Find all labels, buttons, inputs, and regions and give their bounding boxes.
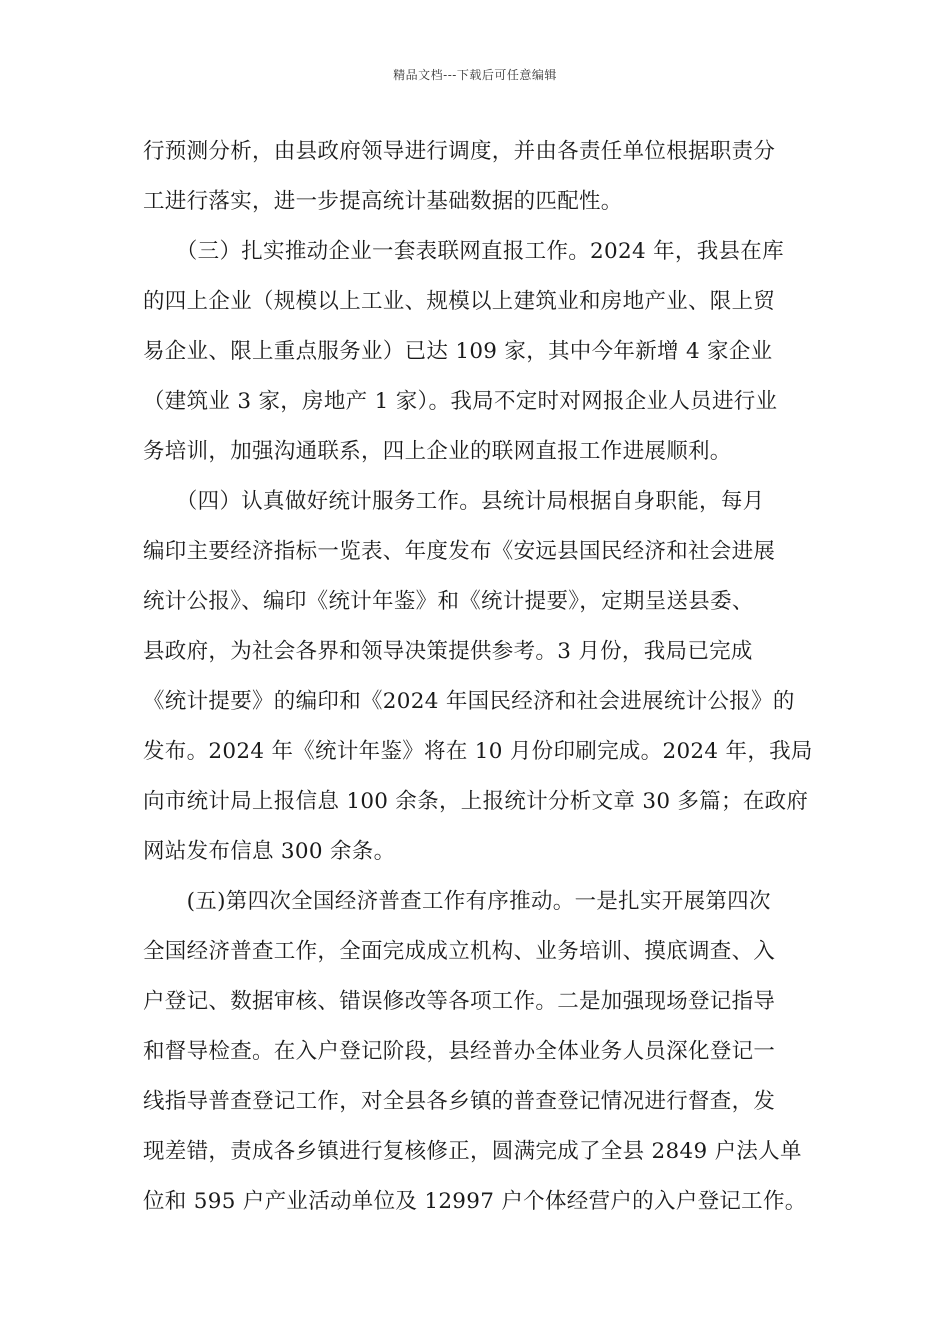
text-line: 全国经济普查工作，全面完成成立机构、业务培训、摸底调查、入 (143, 939, 776, 964)
text-line: 行预测分析，由县政府领导进行调度，并由各责任单位根据职责分 (143, 139, 776, 164)
text-line: 户登记、数据审核、错误修改等各项工作。二是加强现场登记指导 (143, 989, 776, 1014)
text-line: 的四上企业（规模以上工业、规模以上建筑业和房地产业、限上贸 (143, 289, 776, 314)
text-line: 《统计提要》的编印和《2024 年国民经济和社会进展统计公报》的 (143, 689, 795, 714)
text-line: 和督导检查。在入户登记阶段，县经普办全体业务人员深化登记一 (143, 1039, 776, 1064)
text-line: 位和 595 户产业活动单位及 12997 户个体经营户的入户登记工作。 (143, 1189, 807, 1214)
text-line: 向市统计局上报信息 100 余条，上报统计分析文章 30 多篇；在政府 (143, 789, 809, 814)
text-line: 发布。2024 年《统计年鉴》将在 10 月份印刷完成。2024 年，我局 (143, 739, 813, 764)
text-line: （建筑业 3 家，房地产 1 家）。我局不定时对网报企业人员进行业 (143, 389, 778, 414)
text-line: 县政府，为社会各界和领导决策提供参考。3 月份，我局已完成 (143, 639, 753, 664)
page-header: 精品文档---下载后可任意编辑 (393, 68, 557, 82)
text-line: 线指导普查登记工作，对全县各乡镇的普查登记情况进行督查，发 (143, 1089, 776, 1114)
text-line: 现差错，责成各乡镇进行复核修正，圆满完成了全县 2849 户法人单 (143, 1139, 802, 1164)
paragraph-heading-line: （四）认真做好统计服务工作。县统计局根据自身职能，每月 (143, 489, 765, 514)
text-line: 统计公报》、编印《统计年鉴》和《统计提要》，定期呈送县委、 (143, 589, 754, 614)
paragraph-heading-line: (五)第四次全国经济普查工作有序推动。一是扎实开展第四次 (143, 889, 771, 914)
paragraph-heading-line: （三）扎实推动企业一套表联网直报工作。2024 年，我县在库 (143, 239, 784, 264)
document-body (143, 131, 813, 1231)
text-line: 编印主要经济指标一览表、年度发布《安远县国民经济和社会进展 (143, 539, 776, 564)
text-line: 务培训，加强沟通联系，四上企业的联网直报工作进展顺利。 (143, 439, 732, 464)
text-line: 工进行落实，进一步提高统计基础数据的匹配性。 (143, 189, 623, 214)
text-line: 网站发布信息 300 余条。 (143, 839, 396, 864)
text-line: 易企业、限上重点服务业）已达 109 家，其中今年新增 4 家企业 (143, 339, 773, 364)
